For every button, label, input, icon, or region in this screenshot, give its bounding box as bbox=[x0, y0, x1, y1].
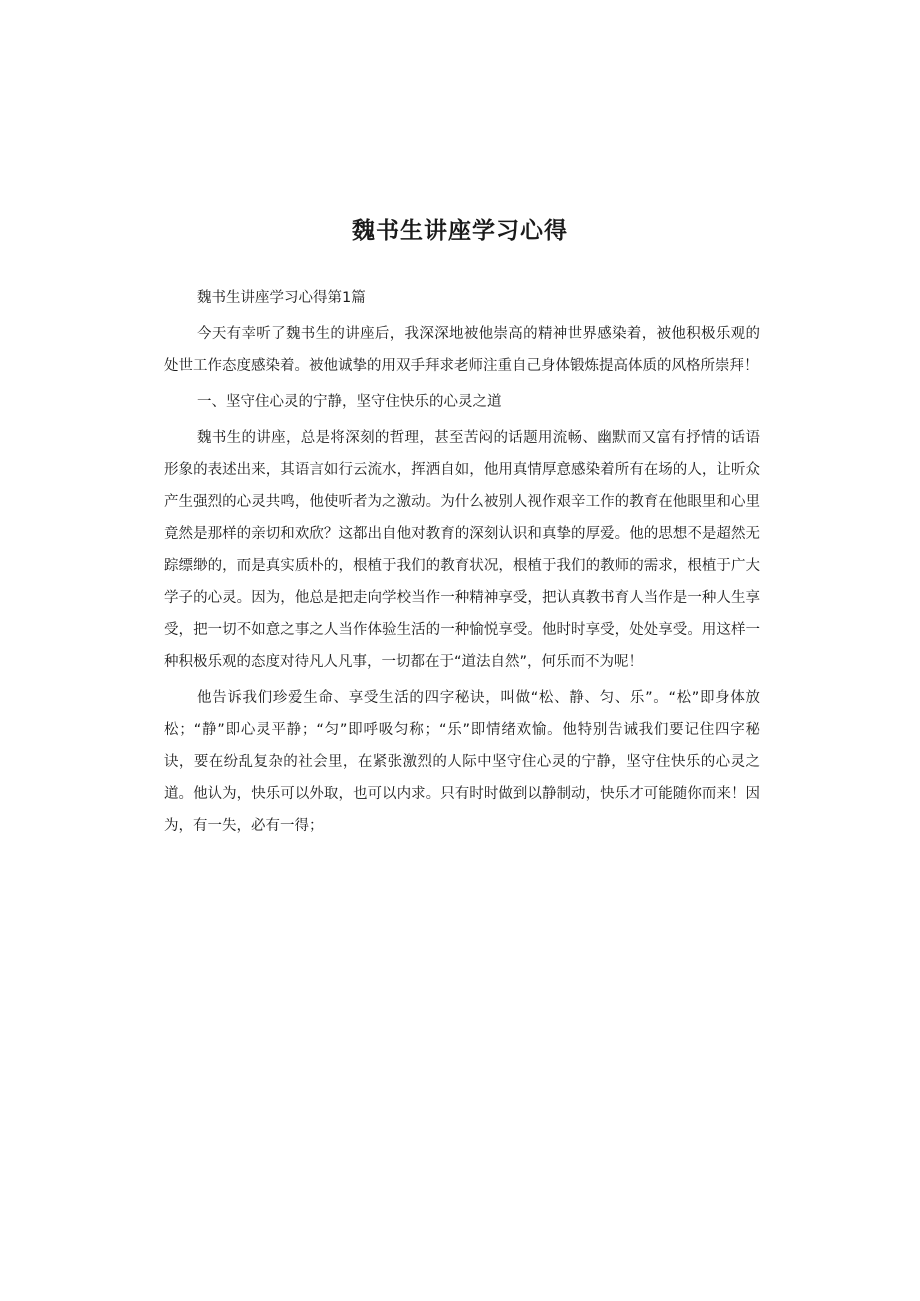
section-heading: 一、坚守住心灵的宁静，坚守住快乐的心灵之道 bbox=[197, 394, 502, 410]
document-title: 魏书生讲座学习心得 bbox=[352, 218, 568, 244]
paragraph-lecture: 魏书生的讲座，总是将深刻的哲理，甚至苦闷的话题用流畅、幽默而又富有抒情的话语形象的表述出来，其语言如行云流水，挥洒自如，他用真情厚意感染着所有在场的人，让听众产生强烈的心灵共鸣，他使听者为之激动。为什么被别人视作艰辛工作的教育在他眼里和心里竟然是那样的亲切和欢欣？这都出自他对教育的深刻认识和真挚的厚爱。他的思想不是超然无踪缥缈的，而是真实质朴的，根植于我们的教育状况，根植于我们的教师的需求，根植于广大学子的心灵。因为，他总是把走向学校当作一种精神享受，把认真教书育人当作是一种人生享受，把一切不如意之事之人当作体验生活的一种愉悦享受。他时时享受，处处享受。用这样一种积极乐观的态度对待凡人凡事，一切都在于“道法自然”，何乐而不为呢！ bbox=[164, 430, 760, 670]
paragraph-secret: 他告诉我们珍爱生命、享受生活的四字秘诀，叫做“松、静、匀、乐”。“松”即身体放松；“静”即心灵平静；“匀”即呼吸匀称；“乐”即情绪欢愉。他特别告诫我们要记住四字秘诀，要在纷乱复杂的社会里，在紧张激烈的人际中坚守住心灵的宁静，坚守住快乐的心灵之道。他认为，快乐可以外取，也可以内求。只有时时做到以静制动，快乐才可能随你而来！因为，有一失，必有一得； bbox=[164, 690, 760, 834]
section-subtitle: 魏书生讲座学习心得第1篇 bbox=[197, 290, 366, 306]
document-body bbox=[164, 282, 760, 842]
paragraph-intro: 今天有幸听了魏书生的讲座后，我深深地被他崇高的精神世界感染着，被他积极乐观的处世工作态度感染着。被他诚挚的用双手拜求老师注重自己身体锻炼提高体质的风格所崇拜！ bbox=[164, 326, 760, 374]
